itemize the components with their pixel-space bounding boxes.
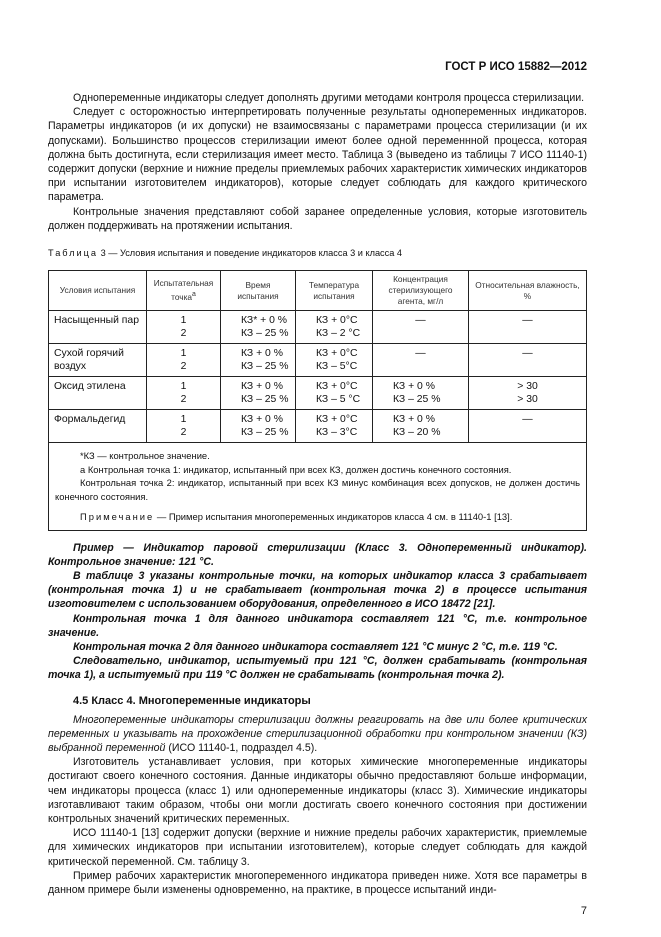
section-4-5 [48, 695, 587, 898]
col-header: Концентрация стерилизующего агента, мг/л [373, 271, 469, 311]
humidity-cell: — [469, 344, 587, 377]
table-footnotes: *КЗ — контрольное значение. a Контрольная точка 1: индикатор, испытанный при всех КЗ, должен достичь конечного состояния. Контрольная точка 2: индикатор, испытанный при всех КЗ минус комбинация всех допусков, не должен достичь конечного состояния. Примечание — Пример испытания многопеременных индикаторов класса 4 см. в 11140-1 [13]. [49, 443, 587, 531]
point-cell: 1 2 [147, 311, 221, 344]
humidity-cell: — [469, 410, 587, 443]
humidity-cell: — [469, 311, 587, 344]
condition-cell: Оксид этилена [49, 377, 147, 410]
time-cell: КЗ + 0 % КЗ – 25 % [221, 344, 296, 377]
humidity-cell: > 30 > 30 [469, 377, 587, 410]
temp-cell: КЗ + 0°С КЗ – 3°С [296, 410, 373, 443]
table-header-row [49, 271, 587, 311]
section-heading: 4.5 Класс 4. Многопеременные индикаторы [73, 694, 311, 707]
temp-cell: КЗ + 0°С КЗ – 5°С [296, 344, 373, 377]
document-header: ГОСТ Р ИСО 15882—2012 [445, 61, 587, 73]
table-row [49, 311, 587, 344]
paragraph: Пример рабочих характеристик многопеременного индикатора приведен ниже. Хотя все параметры в данном примере были изменены одновременно, на практике, в процессе испытаний инди- [48, 869, 587, 896]
conc-cell: КЗ + 0 % КЗ – 20 % [373, 410, 469, 443]
example-block: Пример — Индикатор паровой стерилизации (Класс 3. Однопеременный индикатор). Контрольное значение: 121 °С. В таблице 3 указаны контрольные точки, на которых индикатор класса 3 срабатывает (контрольная точка 1) и не срабатывает (контрольная точка 2) в процессе испытания изготовителем с использованием оборудования, определенного в ИСО 18472 [21]. Контрольная точка 1 для данного индикатора составляет 121 °С, т.е. контрольное значение. Контрольная точка 2 для данного индикатора составляет 121 °С минус 2 °С, т.е. 119 °С. Следовательно, индикатор, испытуемый при 121 °С, должен срабатывать (контрольная точка 1), а испытуемый при 119 °С должен не срабатывать (контрольная точка 2). [48, 541, 587, 682]
condition-cell: Формальдегид [49, 410, 147, 443]
temp-cell: КЗ + 0°С КЗ – 5 °С [296, 377, 373, 410]
col-header: Относительная влажность, % [469, 271, 587, 311]
table-row [49, 377, 587, 410]
time-cell: КЗ* + 0 % КЗ – 25 % [221, 311, 296, 344]
paragraph: Однопеременные индикаторы следует дополнять другими методами контроля процесса стерилизации. [73, 92, 585, 104]
table-row [49, 410, 587, 443]
time-cell: КЗ + 0 % КЗ – 25 % [221, 410, 296, 443]
definition: Многопеременные индикаторы стерилизации должны реагировать на две или более критических переменных и указывать на прохождение стерилизационной обработки при контрольном значении (КЗ) выбранной переменной (ИСО 11140-1, подраздел 4.5). [48, 713, 587, 754]
point-cell: 1 2 [147, 410, 221, 443]
paragraph: Изготовитель устанавливает условия, при которых химические многопеременные индикаторы достигают своего конечного состояния. Данные индикаторы обычно предоставляют больше информации, чем индикаторы процесса (класс 1) или однопеременные индикаторы (класс 3). Химические индикаторы изготавливают таким образом, чтобы они могли достигать своего конечного состояния при достижении контрольных значений критических переменных. [48, 756, 587, 825]
col-header: Время испытания [221, 271, 296, 311]
time-cell: КЗ + 0 % КЗ – 25 % [221, 377, 296, 410]
condition-cell: Насыщенный пар [49, 311, 147, 344]
point-cell: 1 2 [147, 344, 221, 377]
table-caption: Таблица 3 — Условия испытания и поведение индикаторов класса 3 и класса 4 [48, 248, 403, 259]
page-number: 7 [580, 905, 587, 918]
conc-cell: — [373, 344, 469, 377]
table-note: Примечание — Пример испытания многопеременных индикаторов класса 4 см. в 11140-1 [13]. [80, 511, 513, 523]
intro-text [48, 91, 587, 233]
temp-cell: КЗ + 0°С КЗ – 2 °С [296, 311, 373, 344]
paragraph: Следует с осторожностью интерпретировать полученные результаты однопеременных индикаторов. Параметры индикаторов (и их допуски) не взаимосвязаны с параметрами процесса стерилизации (и их допусками). Большинство процессов стерилизации имеют более одной переменнной процесса, которая должна быть достигнута, если стерилизация имеет место. Таблица 3 (выведено из таблицы 7 ИСО 11140-1) содержит допуски (верхние и нижние пределы приемлемых рабочих характеристик химических индикаторов при испытании изготовителем индикаторов), которые следует соблюдать для каждого критического параметра. [48, 106, 587, 204]
conc-cell: — [373, 311, 469, 344]
conc-cell: КЗ + 0 % КЗ – 25 % [373, 377, 469, 410]
conditions-table [48, 270, 587, 531]
col-header: Условия испытания [49, 271, 147, 311]
condition-cell: Сухой горячий воздух [49, 344, 147, 377]
col-header: Температура испытания [296, 271, 373, 311]
paragraph: ИСО 11140-1 [13] содержит допуски (верхние и нижние пределы рабочих характеристик, приемлемые для химических индикаторов при испытании изготовителем), которые следует соблюдать для каждой критической переменной. См. таблицу 3. [48, 827, 587, 868]
table-row [49, 344, 587, 377]
col-header: Испытательная точка$^a$ [147, 271, 221, 311]
paragraph: Контрольные значения представляют собой заранее определенные условия, которые изготовитель должен поддерживать на протяжении испытания. [48, 205, 587, 232]
point-cell: 1 2 [147, 377, 221, 410]
